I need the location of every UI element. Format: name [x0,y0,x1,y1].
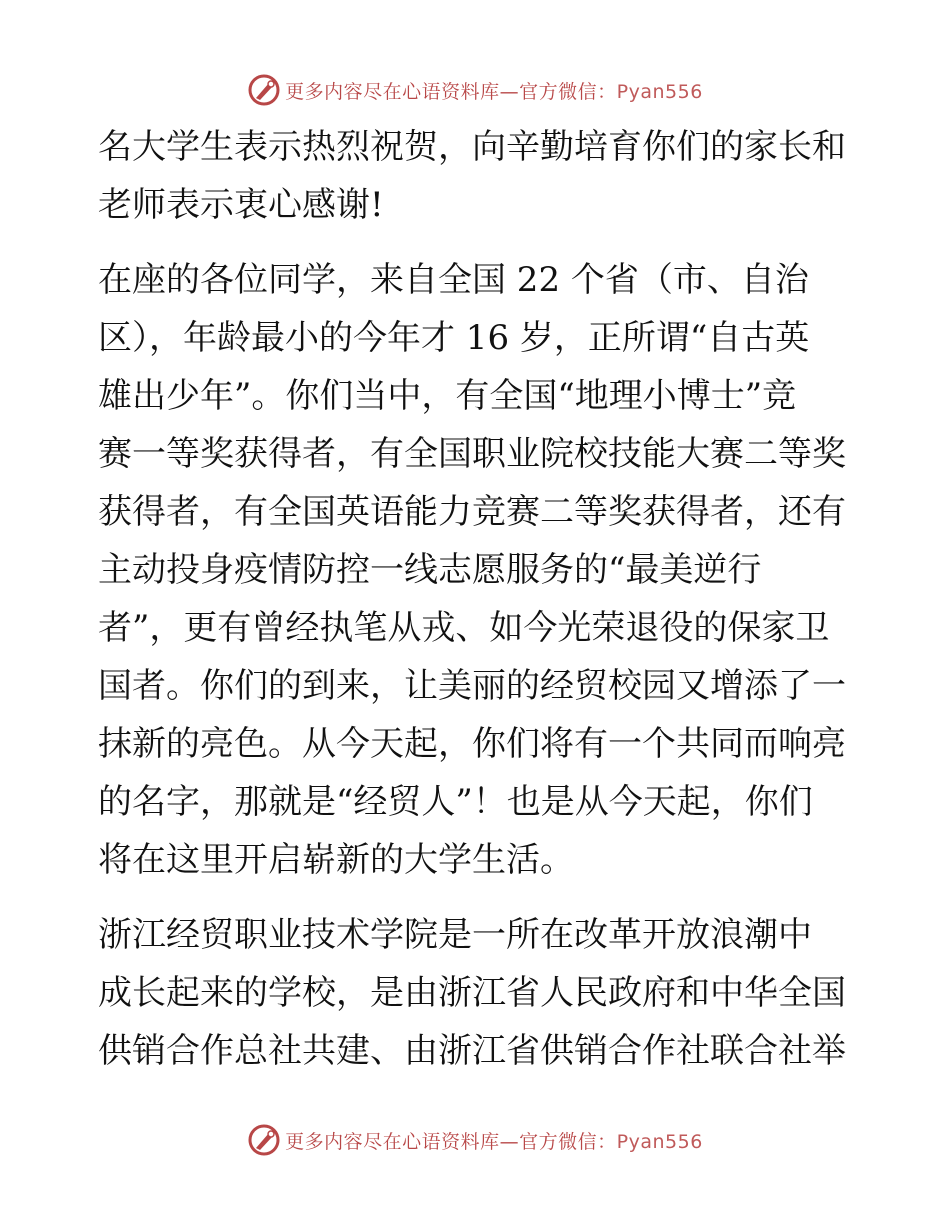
text-line: 成长起来的学校，是由浙江省人民政府和中华全国 [98,973,846,1013]
watermark-text [285,1127,703,1154]
text-line: 赛一等奖获得者，有全国职业院校技能大赛二等奖 [98,434,846,474]
watermark-text [285,77,703,104]
text-line: 区），年龄最小的今年才 16 岁，正所谓“自古英 [98,318,810,358]
text-line: 的名字，那就是“经贸人”！也是从今天起，你们 [98,782,813,822]
pen-logo-icon [247,1123,281,1157]
text-line: 国者。你们的到来，让美丽的经贸校园又增添了一 [98,666,846,706]
watermark-label: 更多内容尽在心语资料库—官方微信： [285,80,617,103]
text-line: 获得者，有全国英语能力竞赛二等奖获得者，还有 [98,492,846,532]
pen-logo-icon [247,73,281,107]
watermark-label: 更多内容尽在心语资料库—官方微信： [285,1130,617,1153]
text-line: 老师表示衷心感谢! [98,185,384,225]
footer-watermark [0,1122,950,1158]
text-line: 供销合作总社共建、由浙江省供销合作社联合社举 [98,1031,846,1071]
header-watermark [0,72,950,108]
watermark-wechat-id: Pyan556 [616,1130,703,1153]
watermark-wechat-id: Pyan556 [616,80,703,103]
text-line: 者”，更有曾经执笔从戎、如今光荣退役的保家卫 [98,608,830,648]
text-line: 主动投身疫情防控一线志愿服务的“最美逆行 [98,550,762,590]
text-line: 浙江经贸职业技术学院是一所在改革开放浪潮中 [98,915,812,955]
text-line: 在座的各位同学，来自全国 22 个省（市、自治 [98,260,809,300]
text-line: 雄出少年”。你们当中，有全国“地理小博士”竞 [98,376,797,416]
text-line: 抹新的亮色。从今天起，你们将有一个共同而响亮 [98,724,846,764]
text-line: 名大学生表示热烈祝贺，向辛勤培育你们的家长和 [98,127,846,167]
text-line: 将在这里开启崭新的大学生活。 [98,840,574,880]
